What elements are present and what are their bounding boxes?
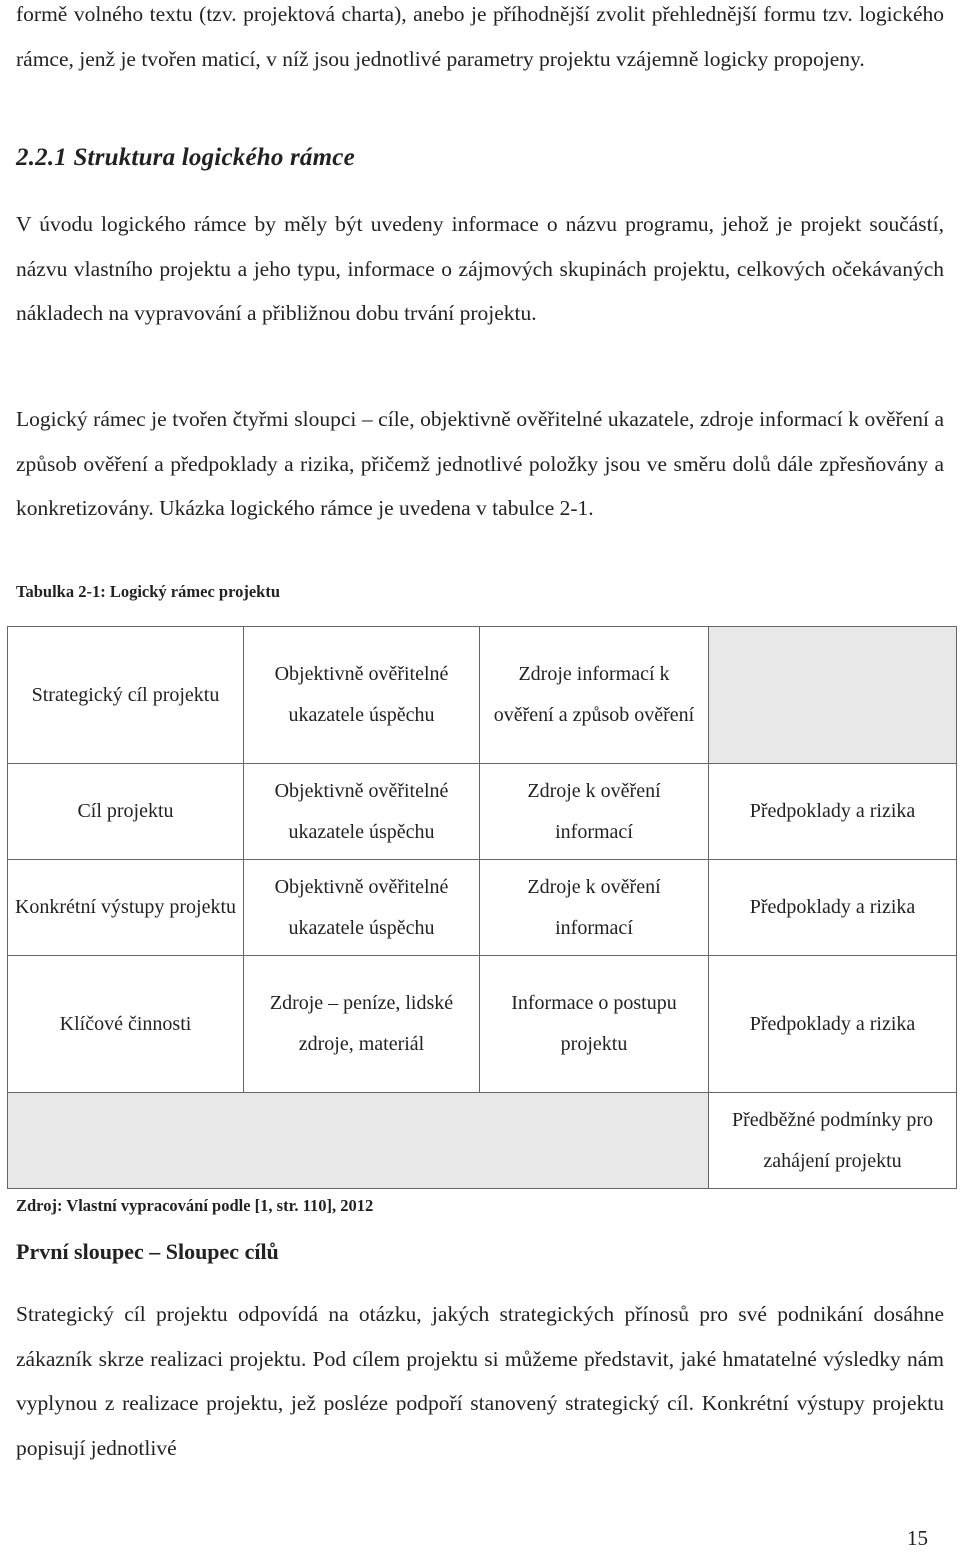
table-cell: Strategický cíl projektu [8,627,244,764]
table-source: Zdroj: Vlastní vypracování podle [1, str. 110], 2012 [16,1196,374,1215]
logical-frame-table [7,626,957,1189]
paragraph-goals: Strategický cíl projektu odpovídá na otázku, jakých strategických přínosů pro své podnikání dosáhne zákazník skrze realizaci projektu. Pod cílem projektu si můžeme představit, jaké hmatatelné výsledky nám vyplynou z realizace projektu, jež posléze podpoří stanovený strategický cíl. Konkrétní výstupy projektu popisují jednotlivé [16,1302,944,1460]
table-cell: Cíl projektu [8,764,244,860]
table-cell: Předběžné podmínky pro zahájení projektu [709,1093,957,1189]
intro-paragraph: formě volného textu (tzv. projektová charta), anebo je příhodnější zvolit přehlednější formu tzv. logického rámce, jenž je tvořen maticí, v níž jsou jednotlivé parametry projektu vzájemně logicky propojeny. [16,2,944,71]
table-row [8,860,957,956]
table-cell: Klíčové činnosti [8,956,244,1093]
table-cell: Zdroje k ověření informací [480,764,709,860]
table-caption: Tabulka 2-1: Logický rámec projektu [16,582,281,601]
table-cell: Objektivně ověřitelné ukazatele úspěchu [244,627,480,764]
subheading: První sloupec – Sloupec cílů [16,1239,279,1264]
table-cell: Konkrétní výstupy projektu [8,860,244,956]
table-cell: Objektivně ověřitelné ukazatele úspěchu [244,860,480,956]
table-cell: Informace o postupu projektu [480,956,709,1093]
section-heading: 2.2.1 Struktura logického rámce [16,144,355,171]
table-row [8,1093,957,1189]
table-row [8,627,957,764]
table-row [8,764,957,860]
table-cell: Předpoklady a rizika [709,956,957,1093]
table-cell: Objektivně ověřitelné ukazatele úspěchu [244,764,480,860]
table-cell-empty [8,1093,709,1189]
table-row [8,956,957,1093]
table-cell-empty [709,627,957,764]
table-cell: Předpoklady a rizika [709,764,957,860]
table-cell: Předpoklady a rizika [709,860,957,956]
paragraph-intro-frame: V úvodu logického rámce by měly být uvedeny informace o názvu programu, jehož je projekt součástí, názvu vlastního projektu a jeho typu, informace o zájmových skupinách projektu, celkových očekávaných nákladech na vypravování a přibližnou dobu trvání projektu. [16,212,944,325]
table-cell: Zdroje – peníze, lidské zdroje, materiál [244,956,480,1093]
page-number: 15 [907,1526,928,1550]
table-cell: Zdroje k ověření informací [480,860,709,956]
table-cell: Zdroje informací k ověření a způsob ověření [480,627,709,764]
paragraph-frame-columns: Logický rámec je tvořen čtyřmi sloupci – cíle, objektivně ověřitelné ukazatele, zdroje informací k ověření a způsob ověření a předpoklady a rizika, přičemž jednotlivé položky jsou ve směru dolů dále zpřesňovány a konkretizovány. Ukázka logického rámce je uvedena v tabulce 2-1. [16,407,944,520]
